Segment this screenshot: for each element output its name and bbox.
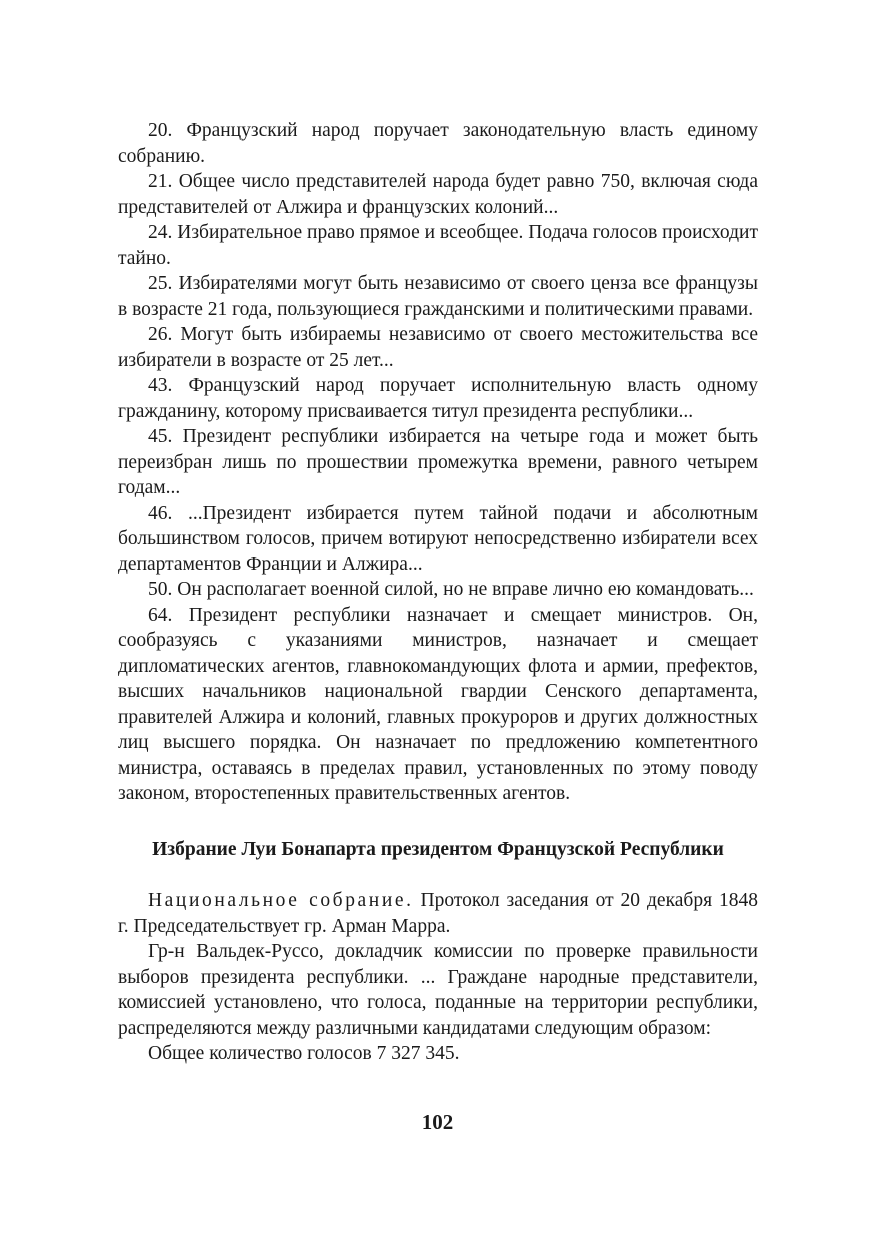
document-body: [118, 118, 758, 1067]
article-25: 25. Избирателями могут быть независимо от своего ценза все французы в возрасте 21 года, пользующиеся гражданскими и политическими правами.: [118, 273, 758, 320]
total-votes: Общее количество голосов 7 327 345.: [148, 1043, 460, 1064]
article-43: 43. Французский народ поручает исполнительную власть одному гражданину, которому присваивается титул президента республики...: [118, 375, 758, 422]
protocol-paragraph: [118, 888, 758, 939]
article-26: 26. Могут быть избираемы независимо от своего местожительства все избиратели в возрасте от 25 лет...: [118, 324, 758, 371]
article-50: 50. Он располагает военной силой, но не вправе лично ею командовать...: [148, 579, 754, 600]
page-number: 102: [421, 1110, 454, 1134]
article-20: 20. Французский народ поручает законодательную власть единому собранию.: [118, 120, 758, 167]
article-46: 46. ...Президент избирается путем тайной подачи и абсолютным большинством голосов, причем вотируют непосредственно избиратели всех департаментов Франции и Алжира...: [118, 502, 758, 575]
article-45: 45. Президент республики избирается на четыре года и может быть переизбран лишь по прошествии промежутка времени, равного четырем годам...: [118, 426, 758, 498]
article-64: 64. Президент республики назначает и смещает министров. Он, сообразуясь с указаниями министров, назначает и смещает дипломатических агентов, главнокомандующих флота и армии, префектов, высших начальников национальной гвардии Сенского департамента, правителей Алжира и колоний, главных прокуроров и других должностных лиц высшего порядка. Он назначает по предложению компетентного министра, оставаясь в пределах правил, установленных по этому поводу законом, второстепенных правительственных агентов.: [118, 604, 758, 804]
article-24: 24. Избирательное право прямое и всеобщее. Подача голосов происходит тайно.: [118, 222, 759, 269]
protocol-text: Протокол заседания от 20 декабря 1848 г. Председательствует гр. Арман Марра.: [118, 890, 758, 937]
report-paragraph: Гр-н Вальдек-Руссо, докладчик комиссии по проверке правильности выборов президента республики. ... Граждане народные представители, комиссией установлено, что голоса, поданные на территории республики, распределяются между различными кандидатами следующим образом:: [118, 941, 758, 1039]
protocol-speaker: Национальное собрание.: [148, 890, 414, 911]
article-21: 21. Общее число представителей народа будет равно 750, включая сюда представителей от Алжира и французских колоний...: [118, 171, 758, 218]
section-heading: Избрание Луи Бонапарта президентом Французской Республики: [152, 838, 724, 860]
